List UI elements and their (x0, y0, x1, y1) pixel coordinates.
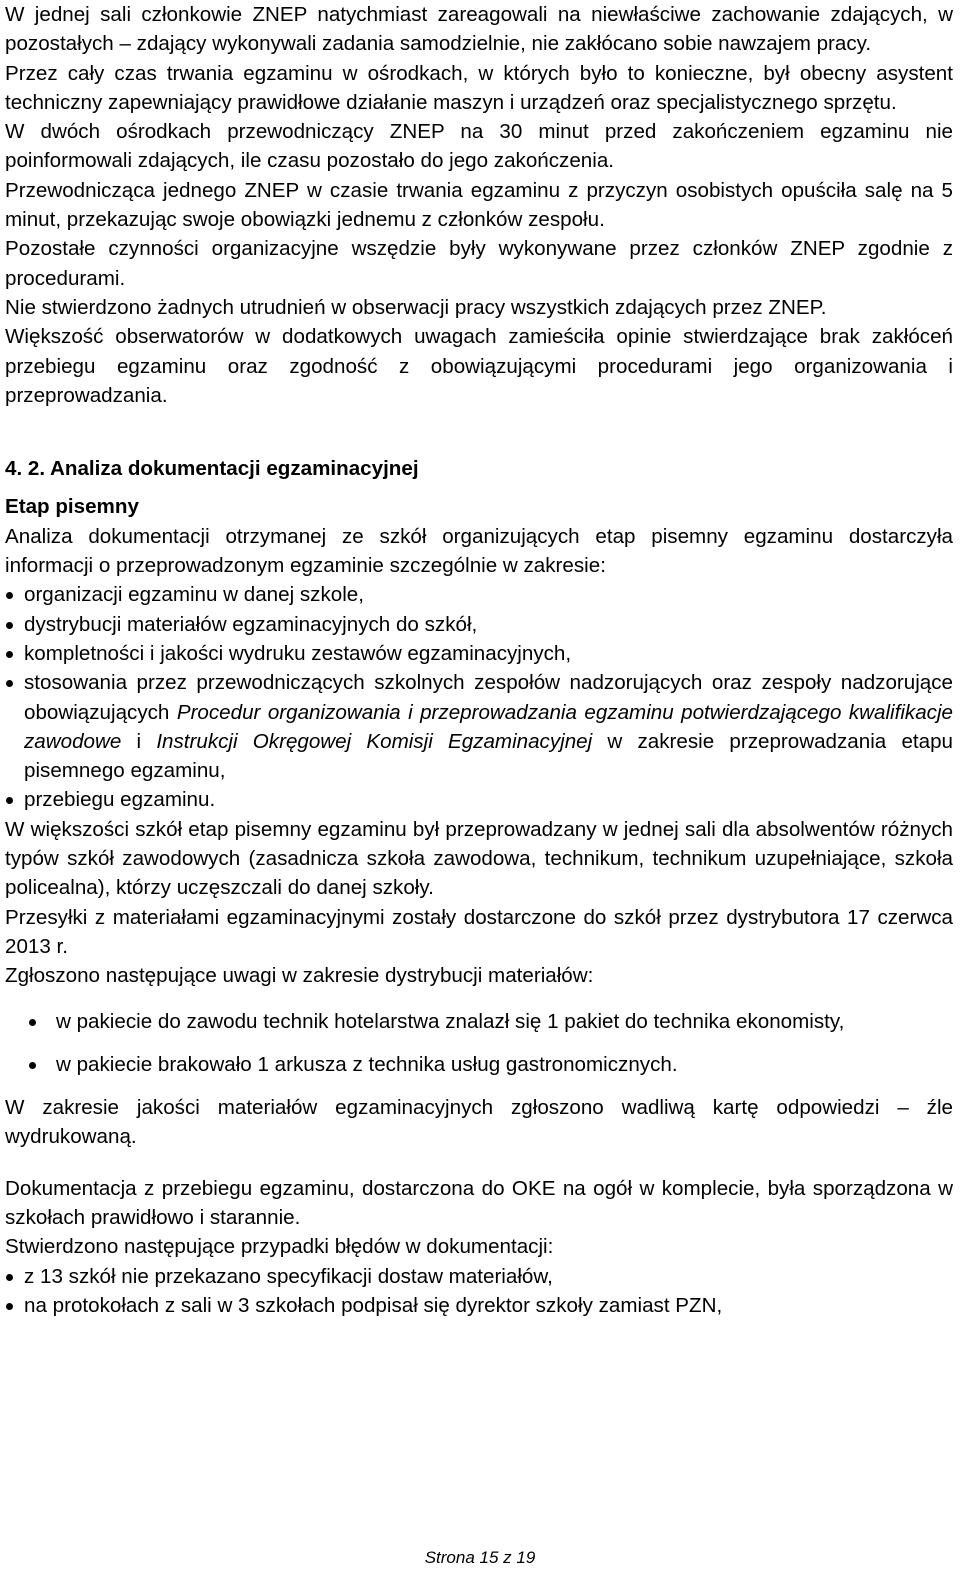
paragraph-remarks-lead: Zgłoszono następujące uwagi w zakresie dystrybucji materiałów: (5, 964, 594, 988)
intro-paragraph: Większość obserwatorów w dodatkowych uwagach zamieściła opinie stwierdzające brak zakłóceń przebiegu egzaminu oraz zgodność z obowiązującymi procedurami jego organizowania i przeprowadzania. (5, 325, 953, 407)
remarks-list (5, 1007, 953, 1080)
intro-paragraph: Nie stwierdzono żadnych utrudnień w obserwacji pracy wszystkich zdających przez ZNEP. (5, 295, 827, 319)
list-item: w pakiecie brakowało 1 arkusza z technika usług gastronomicznych. (5, 1050, 953, 1079)
paragraph-quality: W zakresie jakości materiałów egzaminacyjnych zgłoszono wadliwą kartę odpowiedzi – źle wydrukowaną. (5, 1096, 953, 1149)
intro-paragraph: Pozostałe czynności organizacyjne wszędzie były wykonywane przez członków ZNEP zgodnie z procedurami. (5, 237, 953, 290)
paragraph-docs: Dokumentacja z przebiegu egzaminu, dostarczona do OKE na ogół w komplecie, była sporządzona w szkołach prawidłowo i starannie. (5, 1176, 953, 1229)
procedures-text-3: w zakresie przeprowadzania etapu pisemnego egzaminu, (24, 729, 953, 783)
list-item: w pakiecie do zawodu technik hotelarstwa znalazł się 1 pakiet do technika ekonomisty, (5, 1007, 953, 1036)
list-item: przebiegu egzaminu. (5, 785, 953, 814)
page-number: Strona 15 z 19 (424, 1548, 536, 1567)
paragraph-errors-lead: Stwierdzono następujące przypadki błędów w dokumentacji: (5, 1235, 554, 1259)
section-lead: Analiza dokumentacji otrzymanej ze szkół organizujących etap pisemny egzaminu dostarczyła informacji o przeprowadzonym egzaminie szczególnie w zakresie: (5, 524, 953, 578)
list-item: organizacji egzaminu w danej szkole, (5, 580, 953, 609)
procedures-title: Procedur organizowania i przeprowadzania egzaminu potwierdzającego kwalifikacje zawodowe (24, 700, 953, 753)
list-item: z 13 szkół nie przekazano specyfikacji dostaw materiałów, (5, 1262, 953, 1291)
intro-paragraph: W dwóch ośrodkach przewodniczący ZNEP na 30 minut przed zakończeniem egzaminu nie poinformowali zdających, ile czasu pozostało do jego zakończenia. (5, 120, 953, 173)
instruction-title: Instrukcji Okręgowej Komisji Egzaminacyjnej (156, 729, 593, 753)
intro-paragraph: Przez cały czas trwania egzaminu w ośrodkach, w których było to konieczne, był obecny asystent techniczny zapewniający prawidłowe działanie maszyn i urządzeń oraz specjalistycznego sprzętu. (5, 61, 953, 114)
paragraph-delivery: Przesyłki z materiałami egzaminacyjnymi zostały dostarczone do szkół przez dystrybutora 17 czerwca 2013 r. (5, 905, 953, 958)
list-item: kompletności i jakości wydruku zestawów egzaminacyjnych, (5, 639, 953, 668)
list-item: dystrybucji materiałów egzaminacyjnych do szkół, (5, 610, 953, 639)
list-item: na protokołach z sali w 3 szkołach podpisał się dyrektor szkoły zamiast PZN, (5, 1291, 953, 1320)
section-heading: 4. 2. Analiza dokumentacji egzaminacyjnej (5, 457, 419, 481)
intro-paragraph: W jednej sali członkowie ZNEP natychmiast zareagowali na niewłaściwe zachowanie zdających, w pozostałych – zdający wykonywali zadania samodzielnie, nie zakłócano sobie nawzajem pracy. (5, 3, 953, 56)
document-page (5, 0, 953, 1320)
intro-paragraph: Przewodnicząca jednego ZNEP w czasie trwania egzaminu z przyczyn osobistych opuściła salę na 5 minut, przekazując swoje obowiązki jednemu z członków zespołu. (5, 178, 953, 232)
list-item-procedures (5, 668, 953, 785)
procedures-text-1: stosowania przez przewodniczących szkolnych zespołów nadzorujących oraz zespoły nadzorujące obowiązujących (24, 671, 953, 724)
procedures-text-2: i (121, 729, 157, 753)
scope-list (5, 580, 953, 814)
section-subheading: Etap pisemny (5, 495, 139, 519)
errors-list (5, 1262, 953, 1321)
paragraph-rooms: W większości szkół etap pisemny egzaminu był przeprowadzany w jednej sali dla absolwentów różnych typów szkół zawodowych (zasadnicza szkoła zawodowa, technikum, technikum uzupełniające, szkoła policealna), którzy uczęszczali do danej szkoły. (5, 817, 953, 900)
